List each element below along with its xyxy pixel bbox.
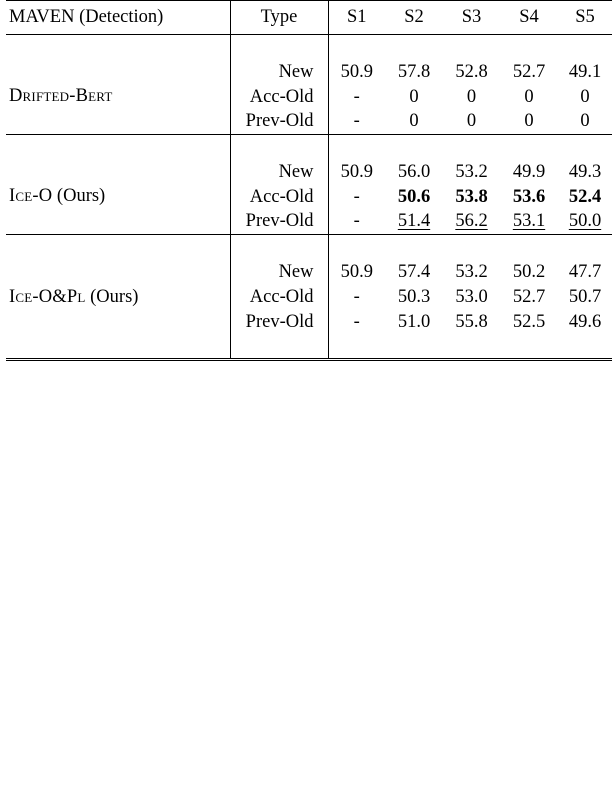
value-cell: 52.8 [455,61,488,82]
value-cell: 50.9 [340,161,373,182]
method-header: MAVEN (Detection) [6,1,230,35]
results-table [6,0,612,385]
value-cell: - [353,311,360,332]
value-cell: 57.4 [397,261,431,282]
type-cell: New [230,160,328,185]
value-cell: 52.4 [568,186,602,207]
type-cell: Prev-Old [230,210,328,235]
method-cell [6,60,230,135]
value-cell: - [353,86,360,107]
value-cell: - [353,286,360,307]
value-cell: 49.1 [568,61,602,82]
stage-header-s3: S3 [443,1,500,35]
value-cell: 50.9 [340,261,373,282]
value-cell: 0 [409,86,419,107]
value-cell: 50.9 [340,61,373,82]
value-cell: 53.6 [512,186,546,207]
type-cell: New [230,60,328,85]
value-cell: 49.3 [568,161,602,182]
value-cell: 57.8 [397,61,431,82]
value-cell: 51.4 [397,211,431,232]
value-cell: 52.5 [512,311,546,332]
value-cell: 53.1 [512,211,546,232]
value-cell: 49.9 [512,161,546,182]
table-row [6,60,612,85]
value-cell: - [353,186,360,207]
value-cell: 47.7 [568,261,602,282]
value-cell: 0 [409,111,419,132]
method-cell [6,160,230,235]
value-cell: 51.0 [397,311,431,332]
value-cell: 49.6 [568,311,602,332]
value-cell: 0 [580,111,590,132]
type-cell: Prev-Old [230,310,328,335]
type-cell: Acc-Old [230,185,328,210]
value-cell: 0 [580,86,590,107]
method-name: Ice-O&Pl [9,286,86,307]
type-cell: New [230,260,328,285]
type-cell: Prev-Old [230,110,328,135]
value-cell: 52.7 [512,286,546,307]
value-cell: 53.2 [455,261,488,282]
double-rule [6,360,612,385]
value-cell: 50.3 [397,286,431,307]
value-cell: 56.0 [397,161,431,182]
method-cell [6,260,230,335]
value-cell: 56.2 [455,211,488,232]
value-cell: 53.0 [455,286,488,307]
value-cell: 55.8 [455,311,488,332]
method-suffix: (Ours) [85,286,139,307]
value-cell: 50.2 [512,261,546,282]
method-name: Ice-O [9,186,53,207]
value-cell: 53.2 [455,161,488,182]
value-cell: - [353,211,360,232]
section-header-row [6,1,612,35]
table-row [6,260,612,285]
method-suffix: (Ours) [52,186,106,207]
value-cell: 50.0 [568,211,602,232]
type-cell: Acc-Old [230,85,328,110]
value-cell: 0 [524,111,534,132]
value-cell: 0 [524,86,534,107]
type-cell: Acc-Old [230,285,328,310]
value-cell: 52.7 [512,61,546,82]
stage-header-s2: S2 [385,1,443,35]
value-cell: 0 [466,86,477,107]
value-cell: 50.7 [568,286,602,307]
stage-header-s1: S1 [328,1,385,35]
table-row [6,160,612,185]
value-cell: 0 [466,111,477,132]
value-cell: - [353,111,360,132]
method-name: Drifted-Bert [9,86,113,107]
stage-header-s5: S5 [558,1,612,35]
type-header: Type [230,1,328,35]
value-cell: 53.8 [455,186,488,207]
value-cell: 50.6 [397,186,431,207]
stage-header-s4: S4 [500,1,558,35]
